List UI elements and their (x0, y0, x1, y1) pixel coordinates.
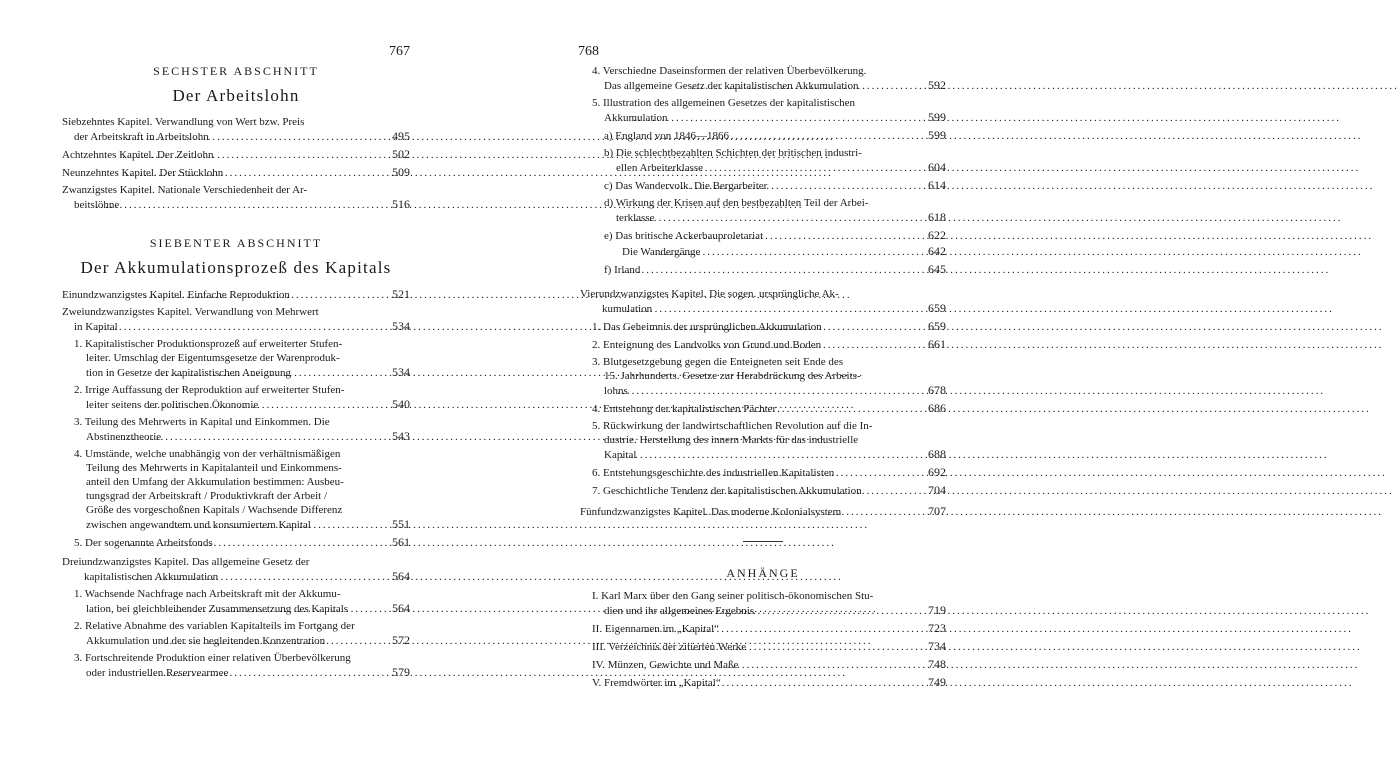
entry-title-line: 1. Kapitalistischer Produktionsprozeß auf erweiterter Stufen- (74, 338, 343, 350)
toc-entry[interactable] (580, 178, 946, 193)
page-reference: 704 (928, 483, 946, 497)
dot-leader (663, 604, 925, 618)
entry-title-line: f) Irland (604, 264, 641, 276)
entry-title-line: Kapital (604, 449, 637, 461)
dot-leader (617, 384, 925, 398)
toc-entry[interactable] (580, 287, 946, 316)
page-reference: 692 (928, 465, 946, 479)
entry-title-line: tungsgrad der Arbeitskraft / Produktivkraft der Arbeit / (86, 490, 328, 502)
entry-title-line: 4. Umstände, welche unabhängig von der verhältnismäßigen (74, 448, 341, 460)
toc-entry[interactable] (62, 337, 410, 380)
dot-leader (691, 79, 925, 93)
entry-title-line: Siebzehntes Kapitel. Verwandlung von Wert bzw. Preis (62, 116, 305, 128)
entry-title-line: 5. Illustration des allgemeinen Gesetzes der kapitalistischen (592, 97, 856, 109)
toc-entry[interactable] (580, 146, 946, 175)
page-reference: 622 (928, 228, 946, 242)
entry-title-line: Das allgemeine Gesetz der kapitalistischen Akkumulation (604, 80, 859, 92)
toc-entry[interactable] (580, 244, 946, 259)
page-reference: 599 (928, 128, 946, 142)
entry-title-line: 7. Geschichtliche Tendenz der kapitalistischen Akkumulation (592, 485, 862, 497)
toc-entry[interactable] (580, 621, 946, 636)
toc-entry[interactable] (580, 96, 946, 125)
entry-title-line: III. Verzeichnis der zitierten Werke (592, 641, 747, 653)
entry-title-line: 15. Jahrhunderts. Gesetze zur Herabdrückung des Arbeits- (604, 370, 861, 382)
entry-title-line: a) England von 1846—1866 (604, 130, 729, 142)
page-reference: 564 (392, 601, 410, 615)
dot-leader (165, 634, 389, 648)
entry-title-line: I. Karl Marx über den Gang seiner politisch-ökonomischen Stu- (592, 590, 874, 602)
entry-title-line: tion in Gesetze der kapitalistischen Aneignung (86, 367, 291, 379)
section-subtitle: Der Akkumulationsprozeß des Kapitals (80, 258, 392, 277)
toc-entry[interactable] (62, 305, 410, 334)
toc-entry[interactable] (62, 587, 410, 616)
page-reference: 618 (928, 210, 946, 224)
toc-entry[interactable] (62, 535, 410, 550)
section-title: SIEBENTER ABSCHNITT (149, 236, 323, 250)
entry-title-line: 6. Entstehungsgeschichte des industriellen Kapitalisten (592, 467, 835, 479)
page-reference: 678 (928, 383, 946, 397)
page-reference: 749 (928, 675, 946, 689)
entry-title-line: 3. Teilung des Mehrwerts in Kapital und Einkommen. Die (74, 416, 330, 428)
page-reference: 748 (928, 657, 946, 671)
page-reference: 707 (928, 504, 946, 518)
entry-title-line: Fünfundzwanzigstes Kapitel. Das moderne Kolonialsystem (580, 506, 842, 518)
dot-leader (122, 148, 389, 162)
entry-title-line: 5. Der sogenannte Arbeitsfonds (74, 537, 213, 549)
entry-title-line: lohns (604, 385, 628, 397)
toc-entry[interactable] (580, 639, 946, 654)
entry-title-line: Akkumulation (604, 112, 668, 124)
dot-leader (653, 161, 925, 175)
dot-leader (679, 466, 925, 480)
dot-leader (655, 129, 925, 143)
entry-title-line: leiter. Umschlag der Eigentumsgesetze der Warenproduk- (86, 352, 340, 364)
dot-leader (665, 229, 925, 243)
appendix-title: ANHÄNGE (726, 566, 800, 580)
dot-leader (675, 505, 925, 519)
dot-leader (621, 448, 925, 462)
entry-title-line: beitslöhne (74, 199, 120, 211)
page-reference: 614 (928, 178, 946, 192)
entry-title-line: 1. Wachsende Nachfrage nach Arbeitskraft mit der Akkumu- (74, 588, 341, 600)
page-reference: 599 (928, 110, 946, 124)
entry-title-line: Achtzehntes Kapitel. Der Zeitlohn (62, 149, 214, 161)
entry-title-line: Zwanzigstes Kapitel. Nationale Verschiedenheit der Ar- (62, 184, 308, 196)
dot-leader (128, 536, 389, 550)
right-page (580, 44, 946, 690)
page-reference: 495 (392, 129, 410, 143)
dot-leader (118, 430, 389, 444)
toc-entry[interactable] (580, 128, 946, 143)
page-reference: 659 (928, 301, 946, 315)
page-reference: 521 (392, 287, 410, 301)
dot-leader (686, 484, 925, 498)
dot-leader (635, 211, 925, 225)
page-reference: 719 (928, 603, 946, 617)
dot-leader (652, 658, 925, 672)
dot-leader (655, 245, 925, 259)
entry-title-line: dustrie. Herstellung des innern Markts für das industrielle (604, 434, 859, 446)
entry-title-line: anteil den Umfang der Akkumulation bestimmen: Ausbeu- (86, 476, 344, 488)
entry-title-line: 3. Fortschreitende Produktion einer relativen Überbevölkerung (74, 652, 351, 664)
toc-entry[interactable] (580, 589, 946, 618)
page-reference: 723 (928, 621, 946, 635)
dot-leader (135, 570, 389, 584)
page-reference: 592 (928, 78, 946, 92)
entry-title-line: d) Wirkung der Krisen auf den bestbezahlten Teil der Arbei- (604, 197, 869, 209)
entry-title-line: Größe des vorgeschoßnen Kapitals / Wachsende Differenz (86, 504, 343, 516)
page-reference: 645 (928, 262, 946, 276)
dot-leader (125, 166, 389, 180)
dot-leader (663, 402, 925, 416)
dot-leader (96, 198, 389, 212)
entry-title-line: 4. Verschiedne Daseinsformen der relativen Überbevölkerung. (592, 65, 867, 77)
dot-leader (633, 111, 925, 125)
entry-title-line: kumulation (602, 303, 653, 315)
entry-title-line: Einundzwanzigstes Kapitel. Einfache Reproduktion (62, 289, 290, 301)
entry-title-line: c) Das Wandervolk. Die Bergarbeiter (604, 180, 768, 192)
entry-title-line: kapitalistischen Akkumulation (84, 571, 219, 583)
entry-title-line: in Kapital (74, 321, 118, 333)
toc-entry[interactable] (62, 415, 410, 444)
chapter-entries (580, 64, 946, 519)
left-page (62, 44, 410, 680)
dot-leader (654, 640, 925, 654)
toc-entry[interactable] (580, 319, 946, 334)
dot-leader (139, 666, 389, 680)
entry-title-line: dien und ihr allgemeines Ergebnis (604, 605, 755, 617)
section-title: SECHSTER ABSCHNITT (153, 64, 319, 78)
dot-leader (676, 320, 925, 334)
entry-title-line: b) Die schlechtbezahlten Schichten der britischen industri- (604, 147, 862, 159)
dot-leader (676, 338, 925, 352)
dot-leader (156, 366, 389, 380)
entry-title-line: Dreiundzwanzigstes Kapitel. Das allgemeine Gesetz der (62, 556, 310, 568)
page-reference: 534 (392, 365, 410, 379)
page-reference: 686 (928, 401, 946, 415)
page-reference: 604 (928, 160, 946, 174)
dot-leader (148, 398, 389, 412)
entry-title-line: 5. Rückwirkung der landwirtschaftlichen Revolution auf die In- (592, 420, 873, 432)
toc-entry[interactable] (580, 64, 946, 93)
entry-title-line: Zweiundzwanzigstes Kapitel. Verwandlung von Mehrwert (62, 306, 319, 318)
page-reference: 688 (928, 447, 946, 461)
toc-entry[interactable] (580, 401, 946, 416)
dot-leader (161, 518, 389, 532)
page-reference: 551 (392, 517, 410, 531)
page-reference: 659 (928, 319, 946, 333)
toc-entry[interactable] (62, 287, 410, 302)
entry-title-line: IV. Münzen, Gewichte und Maße (592, 659, 739, 671)
toc-entry[interactable] (580, 419, 946, 462)
section7-entries (62, 287, 410, 680)
page-reference: 642 (928, 244, 946, 258)
toc-entry[interactable] (580, 228, 946, 243)
toc-entry[interactable] (62, 147, 410, 162)
toc-entry[interactable] (580, 465, 946, 480)
entry-title-line: 2. Enteignung des Landvolks von Grund und Boden (592, 339, 822, 351)
toc-entry[interactable] (62, 383, 410, 412)
toc-entry[interactable] (580, 504, 946, 519)
section-subtitle: Der Arbeitslohn (172, 86, 300, 105)
toc-entry[interactable] (62, 619, 410, 648)
dot-leader (645, 622, 925, 636)
entry-title-line: ellen Arbeiterklasse (616, 162, 704, 174)
toc-entry[interactable] (62, 555, 410, 584)
page-number: 767 (389, 44, 410, 59)
toc-entry[interactable] (580, 337, 946, 352)
entry-title-line: 3. Blutgesetzgebung gegen die Enteigneten seit Ende des (592, 356, 844, 368)
entry-title-line: e) Das britische Ackerbauproletariat (604, 230, 764, 242)
entry-title-line: leiter seitens der politischen Ökonomie (86, 399, 259, 411)
page-reference: 540 (392, 397, 410, 411)
entry-title-line: Teilung des Mehrwerts in Kapitalanteil und Einkommens- (86, 462, 342, 474)
appendix-entries (580, 589, 946, 690)
page-reference: 543 (392, 429, 410, 443)
toc-entry[interactable] (62, 183, 410, 212)
toc-entry[interactable] (62, 447, 410, 532)
entry-title-line: Vierundzwanzigstes Kapitel. Die sogen. ursprüngliche Ak- (580, 288, 839, 300)
dot-leader (626, 302, 925, 316)
entry-title-line: V. Fremdwörter im „Kapital“ (592, 677, 721, 689)
entry-title-line: 2. Irrige Auffassung der Reproduktion auf erweiterter Stufen- (74, 384, 345, 396)
dot-leader (170, 602, 389, 616)
entry-title-line: 2. Relative Abnahme des variablen Kapitalteils im Fortgang der (74, 620, 355, 632)
entry-title-line: zwischen angewandtem und konsumiertem Kapital (86, 519, 311, 531)
page-reference: 502 (392, 147, 410, 161)
section-divider (743, 541, 783, 542)
entry-title-line: oder industriellen Reservearmee (86, 667, 229, 679)
entry-title-line: Abstinenztheorie (86, 431, 162, 443)
toc-entry[interactable] (580, 483, 946, 498)
entry-title-line: 1. Das Geheimnis der ursprünglichen Akkumulation (592, 321, 822, 333)
page-reference: 579 (392, 665, 410, 679)
entry-title-line: der Arbeitskraft in Arbeitslohn (74, 131, 209, 143)
dot-leader (144, 288, 389, 302)
toc-entry[interactable] (62, 651, 410, 680)
dot-leader (646, 676, 925, 690)
entry-title-line: Die Wandergänge (622, 246, 701, 258)
page-reference: 534 (392, 319, 410, 333)
entry-title-line: lation, bei gleichbleibender Zusammensetzung des Kapitals (86, 603, 349, 615)
toc-entry[interactable] (580, 262, 946, 277)
entry-title-line: Neunzehntes Kapitel. Der Stücklohn (62, 167, 224, 179)
toc-entry[interactable] (580, 675, 946, 690)
page-reference: 509 (392, 165, 410, 179)
toc-entry[interactable] (62, 165, 410, 180)
entry-title-line: Akkumulation und der sie begleitenden Konzentration (86, 635, 326, 647)
section6-entries (62, 115, 410, 212)
entry-title-line: terklasse (616, 212, 655, 224)
dot-leader (667, 179, 925, 193)
toc-entry[interactable] (580, 196, 946, 225)
dot-leader (95, 320, 389, 334)
toc-entry[interactable] (580, 657, 946, 672)
dot-leader (623, 263, 925, 277)
page-reference: 561 (392, 535, 410, 549)
page-reference: 572 (392, 633, 410, 647)
page-number: 768 (578, 44, 599, 59)
toc-entry[interactable] (580, 355, 946, 398)
page-reference: 661 (928, 337, 946, 351)
toc-entry[interactable] (62, 115, 410, 144)
page-reference: 516 (392, 197, 410, 211)
entry-title-line: 4. Entstehung der kapitalistischen Pächter (592, 403, 777, 415)
dot-leader (127, 130, 389, 144)
page-reference: 734 (928, 639, 946, 653)
page-reference: 564 (392, 569, 410, 583)
entry-title-line: II. Eigennamen im „Kapital“ (592, 623, 720, 635)
